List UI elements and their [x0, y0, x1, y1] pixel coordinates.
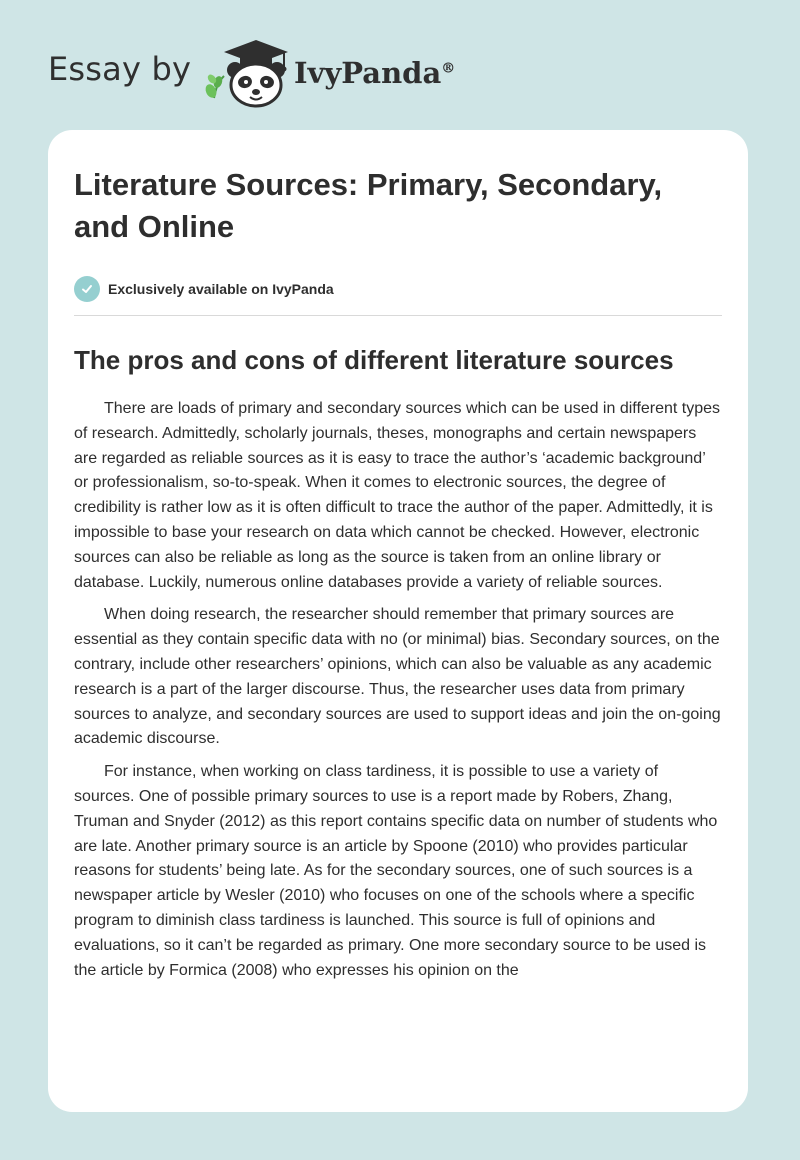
paragraph: There are loads of primary and secondary sources which can be used in different types of research. Admittedly, scholarly journals, theses, monographs and certain newspapers are regarded as reliable sources as it is easy to trace the author’s ‘academic background’ or professionalism, so-to-speak. When it comes to electronic sources, the degree of credibility is rather low as it is often difficult to trace the author of the paper. Admittedly, it is impossible to base your research on data which cannot be checked. However, electronic sources can also be reliable as long as the source is taken from an online library or database. Luckily, numerous online databases provide a variety of reliable sources.: [74, 400, 721, 591]
registered-mark: ®: [441, 60, 456, 77]
exclusive-label: Exclusively available on IvyPanda: [108, 281, 334, 297]
brand-header[interactable]: [48, 36, 468, 108]
essay-body: [74, 397, 722, 983]
section-heading: The pros and cons of different literature sources: [74, 345, 674, 375]
paragraph: For instance, when working on class tardiness, it is possible to use a variety of sources. One of possible primary sources to use is a report made by Robers, Zhang, Truman and Snyder (2012) as this report contains specific data on number of students who are late. Another primary source is an article by Spoone (2010) who provides particular reasons for students’ being late. As for the secondary sources, one of such sources is a newspaper article by Wesler (2010) who focuses on one of the schools where a specific program to diminish class tardiness is launched. This source is full of opinions and evaluations, so it can’t be regarded as primary. One more secondary source to be used is the article by Formica (2008) who expresses his opinion on the: [74, 763, 718, 979]
check-icon: [74, 276, 100, 302]
essay-content: [74, 164, 722, 991]
divider: [74, 315, 722, 316]
exclusive-badge: [74, 274, 722, 304]
page-title: Literature Sources: Primary, Secondary, and Online: [74, 167, 663, 244]
essay-card: [48, 130, 748, 1112]
brand-name: IvyPanda®: [294, 56, 456, 90]
paragraph: When doing research, the researcher should remember that primary sources are essential as they contain specific data with no (or minimal) bias. Secondary sources, on the contrary, include other researchers’ opinions, which can also be valuable as any academic research is a part of the larger discourse. Thus, the researcher uses data from primary sources to analyze, and secondary sources are used to support ideas and join the on-going academic discourse.: [74, 606, 721, 748]
brand-prefix: Essay by: [48, 50, 192, 88]
panda-logo-icon: [200, 36, 296, 108]
